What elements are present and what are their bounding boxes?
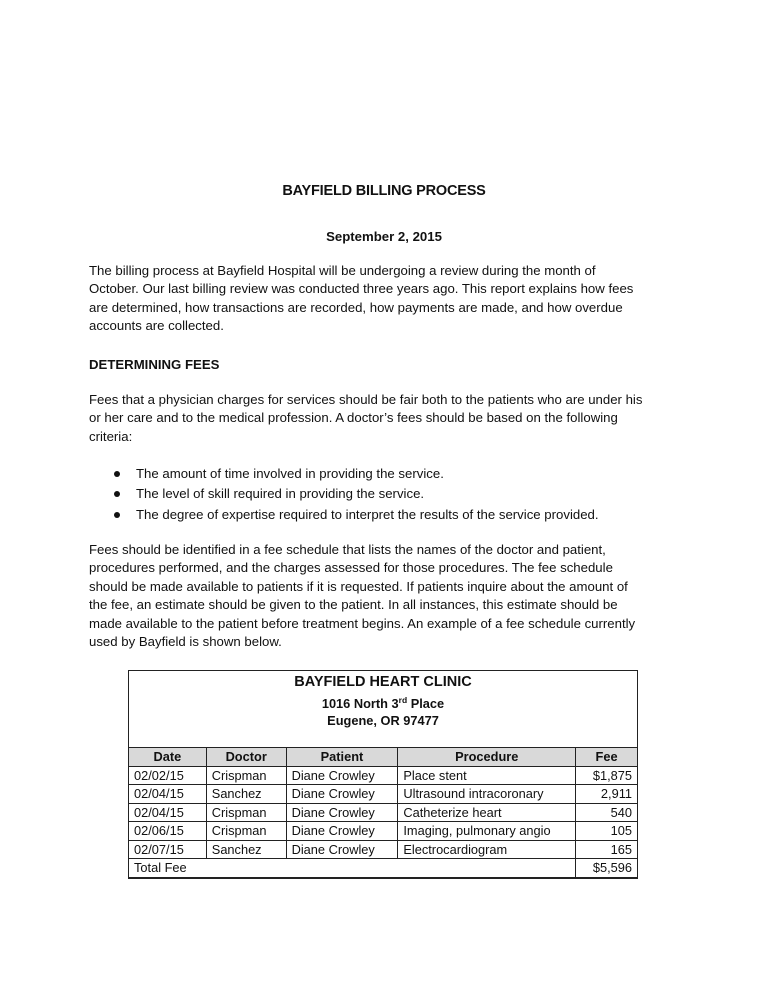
column-header-patient: Patient: [286, 748, 398, 767]
cell-patient: Diane Crowley: [286, 840, 398, 859]
table-header-row: [129, 748, 638, 767]
clinic-name: BAYFIELD HEART CLINIC: [294, 674, 472, 690]
bullet-icon: [114, 471, 120, 477]
cell-date: 02/07/15: [129, 840, 207, 859]
table-row: [129, 822, 638, 841]
column-header-fee: Fee: [576, 748, 638, 767]
table-row: [129, 766, 638, 785]
bullet-icon: [114, 512, 120, 518]
address-street-suffix: Place: [407, 696, 445, 711]
cell-patient: Diane Crowley: [286, 822, 398, 841]
total-row: [129, 859, 638, 878]
table-row: [129, 803, 638, 822]
bullet-icon: [114, 491, 120, 497]
table-row: [129, 840, 638, 859]
total-label: Total Fee: [129, 859, 576, 878]
paragraph-line: or her care and to the medical profession. A doctor’s fees should be based on the following: [89, 410, 618, 426]
cell-doctor: Sanchez: [206, 785, 286, 804]
cell-fee: 165: [576, 840, 638, 859]
cell-patient: Diane Crowley: [286, 785, 398, 804]
list-item-text: The level of skill required in providing the service.: [136, 486, 425, 502]
list-item: [89, 464, 679, 484]
clinic-address-line1: [129, 695, 637, 711]
cell-procedure: Electrocardiogram: [398, 840, 576, 859]
list-item-text: The degree of expertise required to interpret the results of the service provided.: [136, 506, 599, 522]
address-ordinal: rd: [398, 695, 408, 705]
paragraph-line: accounts are collected.: [89, 318, 224, 334]
total-value: $5,596: [576, 859, 638, 878]
fee-schedule: [128, 670, 638, 879]
paragraph-line: should be made available to patients if it is requested. If patients inquire about the amount of: [89, 578, 628, 594]
paragraph-line: made available to the patient before treatment begins. An example of a fee schedule currently: [89, 615, 636, 631]
paragraph-line: criteria:: [89, 428, 133, 444]
table-row: [129, 785, 638, 804]
paragraph-line: procedures performed, and the charges assessed for those procedures. The fee schedule: [89, 560, 613, 576]
cell-doctor: Crispman: [206, 766, 286, 785]
address-street: 1016 North 3: [321, 696, 399, 711]
cell-date: 02/02/15: [129, 766, 207, 785]
column-header-procedure: Procedure: [398, 748, 576, 767]
criteria-paragraph: [89, 391, 679, 446]
paragraph-line: Fees should be identified in a fee schedule that lists the names of the doctor and patient,: [89, 542, 606, 557]
schedule-paragraph: [89, 541, 679, 651]
document-title: BAYFIELD BILLING PROCESS: [282, 183, 486, 199]
list-item-text: The amount of time involved in providing the service.: [136, 466, 444, 481]
cell-procedure: Imaging, pulmonary angio: [398, 822, 576, 841]
intro-paragraph: [89, 262, 679, 336]
paragraph-line: Fees that a physician charges for services should be fair both to the patients who are under his: [89, 392, 643, 407]
cell-date: 02/04/15: [129, 785, 207, 804]
list-item: [89, 505, 679, 525]
cell-fee: 540: [576, 803, 638, 822]
cell-doctor: Crispman: [206, 822, 286, 841]
paragraph-line: are determined, how transactions are recorded, how payments are made, and how overdue: [89, 299, 623, 315]
cell-doctor: Crispman: [206, 803, 286, 822]
fee-table: [128, 747, 638, 878]
paragraph-line: the fee, an estimate should be given to the patient. In all instances, this estimate should be: [89, 597, 618, 613]
cell-date: 02/06/15: [129, 822, 207, 841]
cell-fee: 105: [576, 822, 638, 841]
list-item: [89, 484, 679, 504]
paragraph-line: used by Bayfield is shown below.: [89, 634, 282, 650]
cell-date: 02/04/15: [129, 803, 207, 822]
cell-procedure: Ultrasound intracoronary: [398, 785, 576, 804]
section-heading: DETERMINING FEES: [89, 357, 220, 372]
document-date: September 2, 2015: [326, 229, 442, 244]
cell-doctor: Sanchez: [206, 840, 286, 859]
paragraph-line: The billing process at Bayfield Hospital will be undergoing a review during the month of: [89, 263, 596, 278]
cell-patient: Diane Crowley: [286, 766, 398, 785]
paragraph-line: October. Our last billing review was conducted three years ago. This report explains how fees: [89, 281, 634, 297]
cell-fee: 2,911: [576, 785, 638, 804]
cell-fee: $1,875: [576, 766, 638, 785]
criteria-list: [89, 464, 679, 525]
column-header-doctor: Doctor: [206, 748, 286, 767]
column-header-date: Date: [129, 748, 207, 767]
clinic-address-line2: Eugene, OR 97477: [327, 713, 439, 728]
cell-procedure: Place stent: [398, 766, 576, 785]
cell-patient: Diane Crowley: [286, 803, 398, 822]
cell-procedure: Catheterize heart: [398, 803, 576, 822]
